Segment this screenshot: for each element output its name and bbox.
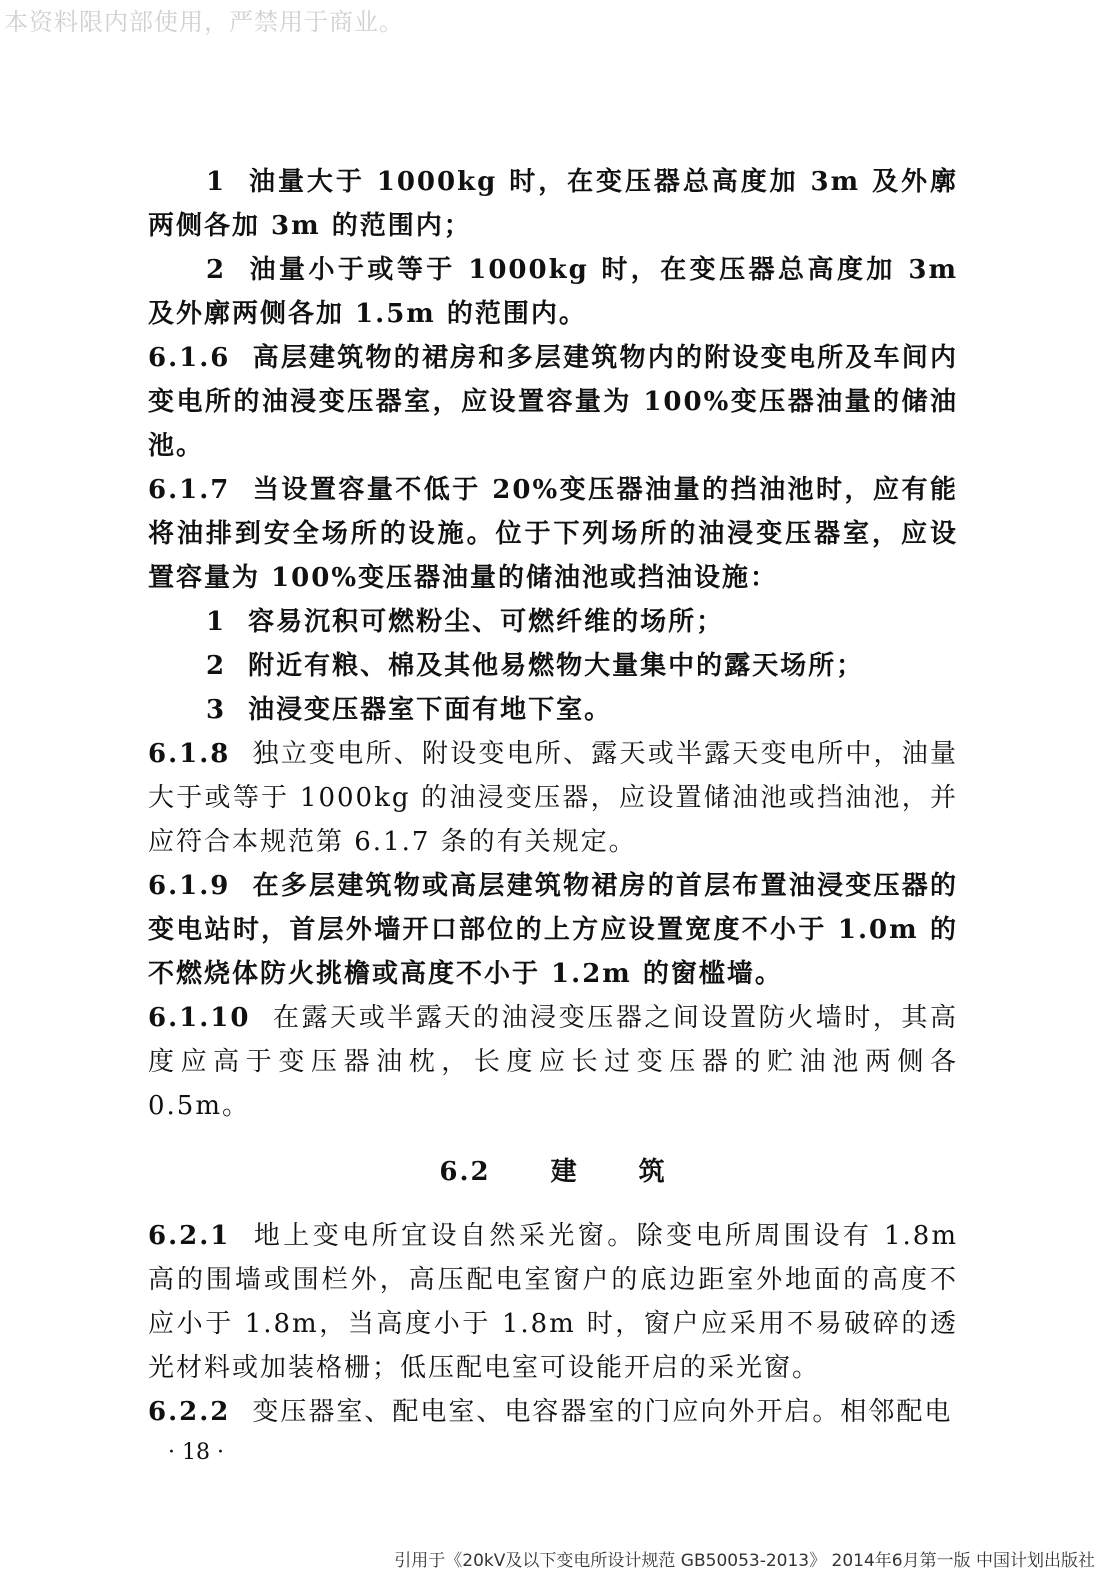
- item-text: 容易沉积可燃粉尘、可燃纤维的场所；: [248, 607, 725, 637]
- item-number: 2: [206, 651, 227, 681]
- clause-text: 地上变电所宜设自然采光窗。除变电所周围设有 1.8m 高的围墙或围栏外，高压配电室窗户的底边距室外地面的高度不应小于 1.8m，当高度小于 1.8m 时，窗户应采用不易破碎的透光材料或加装格栅；低压配电室可设能开启的采光窗。: [148, 1221, 958, 1383]
- clause-number: 6.1.10: [148, 1003, 251, 1033]
- section-title-part: 建: [550, 1157, 579, 1187]
- clause-text: 独立变电所、附设变电所、露天或半露天变电所中，油量大于或等于 1000kg 的油浸变压器，应设置储油池或挡油池，并应符合本规范第 6.1.7 条的有关规定。: [148, 739, 958, 857]
- clause-number: 6.1.8: [148, 739, 231, 769]
- section-number: 6.2: [439, 1157, 491, 1187]
- clause: [148, 336, 958, 468]
- watermark: 本资料限内部使用，严禁用于商业。: [4, 8, 404, 36]
- list-item: [148, 600, 958, 644]
- list-item: [148, 688, 958, 732]
- clause-text: 高层建筑物的裙房和多层建筑物内的附设变电所及车间内变电所的油浸变压器室，应设置容量为 100%变压器油量的储油池。: [148, 343, 958, 461]
- clause-text: 当设置容量不低于 20%变压器油量的挡油池时，应有能将油排到安全场所的设施。位于下列场所的油浸变压器室，应设置容量为 100%变压器油量的储油池或挡油设施：: [148, 475, 958, 593]
- document-body: [148, 160, 958, 1434]
- clause-text: 在露天或半露天的油浸变压器之间设置防火墙时，其高度应高于变压器油枕，长度应长过变压器的贮油池两侧各 0.5m。: [148, 1003, 958, 1121]
- clause: [148, 996, 958, 1128]
- item-number: 2: [206, 255, 227, 285]
- list-item: [148, 160, 958, 248]
- list-item: [148, 644, 958, 688]
- clause-number: 6.2.1: [148, 1221, 231, 1251]
- item-number: 1: [206, 167, 227, 197]
- citation-footer: 引用于《20kV及以下变电所设计规范 GB50053-2013》 2014年6月第一版 中国计划出版社: [394, 1551, 1095, 1571]
- list-item: [148, 248, 958, 336]
- clause-text: 在多层建筑物或高层建筑物裙房的首层布置油浸变压器的变电站时，首层外墙开口部位的上方应设置宽度不小于 1.0m 的不燃烧体防火挑檐或高度不小于 1.2m 的窗槛墙。: [148, 871, 958, 989]
- clause-number: 6.1.9: [148, 871, 231, 901]
- item-number: 1: [206, 607, 227, 637]
- clause: [148, 1390, 958, 1434]
- section-heading: [148, 1150, 958, 1194]
- clause: [148, 732, 958, 864]
- section-title-part: 筑: [638, 1157, 667, 1187]
- item-text: 油浸变压器室下面有地下室。: [248, 695, 613, 725]
- clause-number: 6.2.2: [148, 1397, 231, 1427]
- item-text: 油量小于或等于 1000kg 时，在变压器总高度加 3m 及外廓两侧各加 1.5m 的范围内。: [148, 255, 958, 329]
- item-number: 3: [206, 695, 227, 725]
- page-number: · 18 ·: [168, 1440, 224, 1465]
- item-text: 油量大于 1000kg 时，在变压器总高度加 3m 及外廓两侧各加 3m 的范围内；: [148, 167, 958, 241]
- clause-number: 6.1.6: [148, 343, 231, 373]
- item-text: 附近有粮、棉及其他易燃物大量集中的露天场所；: [248, 651, 865, 681]
- clause: [148, 1214, 958, 1390]
- clause-number: 6.1.7: [148, 475, 231, 505]
- clause: [148, 864, 958, 996]
- clause: [148, 468, 958, 600]
- clause-text: 变压器室、配电室、电容器室的门应向外开启。相邻配电: [252, 1397, 953, 1427]
